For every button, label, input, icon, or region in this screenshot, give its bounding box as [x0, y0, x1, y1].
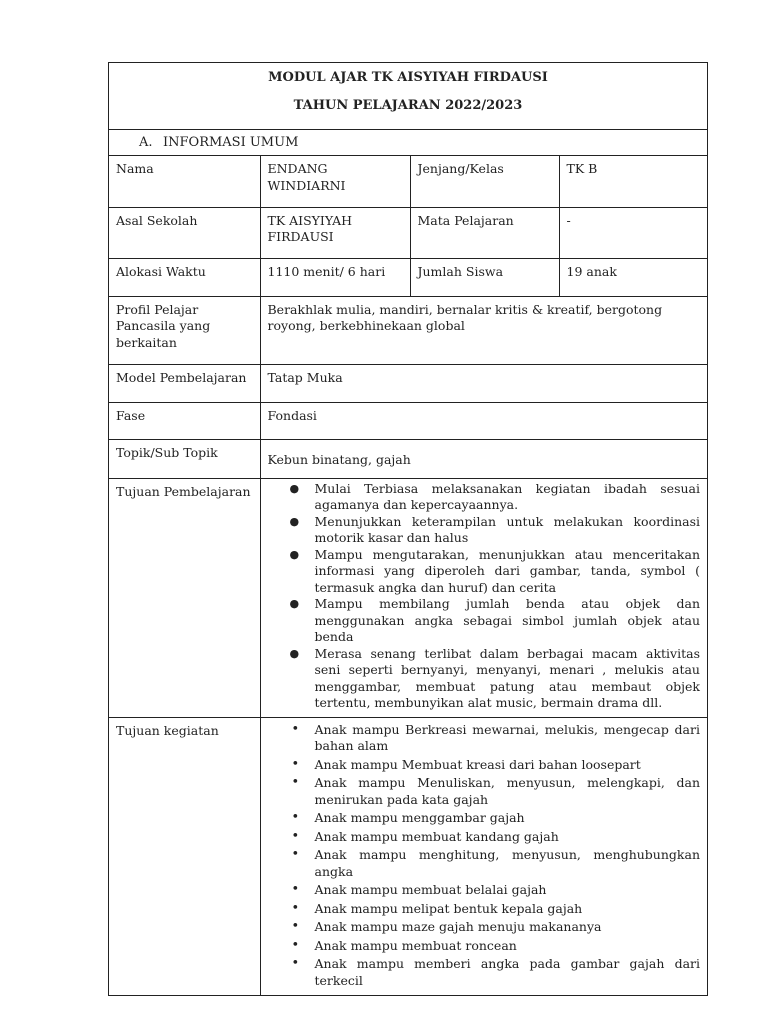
label-model: Model Pembelajaran: [109, 364, 260, 402]
table-row: [109, 478, 707, 717]
list-item: ● Menunjukkan keterampilan untuk melakukan koordinasi motorik kasar dan halus: [268, 514, 701, 547]
list-item: • Anak mampu memberi angka pada gambar gajah dari terkecil: [268, 956, 701, 989]
table-row: [109, 364, 707, 402]
label-alokasi: Alokasi Waktu: [109, 258, 260, 296]
value-fase: Fondasi: [260, 402, 707, 439]
label-tujuan-kegiatan: Tujuan kegiatan: [109, 717, 260, 995]
list-item: • Anak mampu membuat roncean: [268, 938, 701, 955]
list-item: • Anak mampu Menuliskan, menyusun, melengkapi, dan menirukan pada kata gajah: [268, 775, 701, 808]
table-row: [109, 717, 707, 995]
value-profil: Berakhlak mulia, mandiri, bernalar kritis & kreatif, bergotong royong, berkebhinekaan global: [260, 296, 707, 364]
label-asal: Asal Sekolah: [109, 207, 260, 258]
table-row: [109, 156, 707, 207]
label-tujuan-pembelajaran: Tujuan Pembelajaran: [109, 478, 260, 717]
list-item: • Anak mampu menghitung, menyusun, menghubungkan angka: [268, 847, 701, 880]
table-row: [109, 258, 707, 296]
value-nama: ENDANG WINDIARNI: [260, 156, 410, 207]
label-fase: Fase: [109, 402, 260, 439]
section-heading: [109, 130, 707, 156]
value-topik: Kebun binatang, gajah: [260, 439, 707, 478]
list-item: ● Mulai Terbiasa melaksanakan kegiatan ibadah sesuai agamanya dan kepercayaannya.: [268, 481, 701, 514]
section-label: INFORMASI UMUM: [163, 135, 299, 150]
list-item: • Anak mampu Membuat kreasi dari bahan loosepart: [268, 757, 701, 774]
list-item: ● Mampu membilang jumlah benda atau objek dan menggunakan angka sebagai simbol jumlah objek atau benda: [268, 596, 701, 646]
table-row: [109, 207, 707, 258]
table-row: [109, 439, 707, 478]
value-tujuan-kegiatan: [260, 717, 707, 995]
label-jumlah: Jumlah Siswa: [410, 258, 559, 296]
list-item: • Anak mampu membuat kandang gajah: [268, 829, 701, 846]
section-letter: A.: [139, 135, 153, 150]
value-asal: TK AISYIYAH FIRDAUSI: [260, 207, 410, 258]
label-mapel: Mata Pelajaran: [410, 207, 559, 258]
value-alokasi: 1110 menit/ 6 hari: [260, 258, 410, 296]
table-row: [109, 296, 707, 364]
label-profil: Profil Pelajar Pancasila yang berkaitan: [109, 296, 260, 364]
tujuan-pembelajaran-list: [268, 481, 701, 712]
list-item: ● Mampu mengutarakan, menunjukkan atau menceritakan informasi yang diperoleh dari gambar, tanda, symbol ( termasuk angka dan huruf) dan cerita: [268, 547, 701, 597]
value-jenjang: TK B: [559, 156, 707, 207]
label-nama: Nama: [109, 156, 260, 207]
info-table: [109, 156, 707, 995]
value-jumlah: 19 anak: [559, 258, 707, 296]
module-document: [108, 62, 708, 996]
title-block: [109, 63, 707, 130]
list-item: • Anak mampu melipat bentuk kepala gajah: [268, 901, 701, 918]
value-tujuan-pembelajaran: [260, 478, 707, 717]
list-item: • Anak mampu maze gajah menuju makananya: [268, 919, 701, 936]
doc-year: TAHUN PELAJARAN 2022/2023: [293, 98, 523, 113]
label-topik: Topik/Sub Topik: [109, 439, 260, 478]
list-item: • Anak mampu membuat belalai gajah: [268, 882, 701, 899]
value-mapel: -: [559, 207, 707, 258]
list-item: • Anak mampu menggambar gajah: [268, 810, 701, 827]
list-item: • Anak mampu Berkreasi mewarnai, melukis, mengecap dari bahan alam: [268, 722, 701, 755]
tujuan-kegiatan-list: [268, 722, 701, 990]
value-model: Tatap Muka: [260, 364, 707, 402]
doc-title: MODUL AJAR TK AISYIYAH FIRDAUSI: [268, 70, 548, 85]
label-jenjang: Jenjang/Kelas: [410, 156, 559, 207]
table-row: [109, 402, 707, 439]
list-item: ● Merasa senang terlibat dalam berbagai macam aktivitas seni seperti bernyanyi, menyanyi, menari , melukis atau menggambar, membuat patung atau membaut objek tertentu, membunyikan alat music, bermain drama dll.: [268, 646, 701, 712]
